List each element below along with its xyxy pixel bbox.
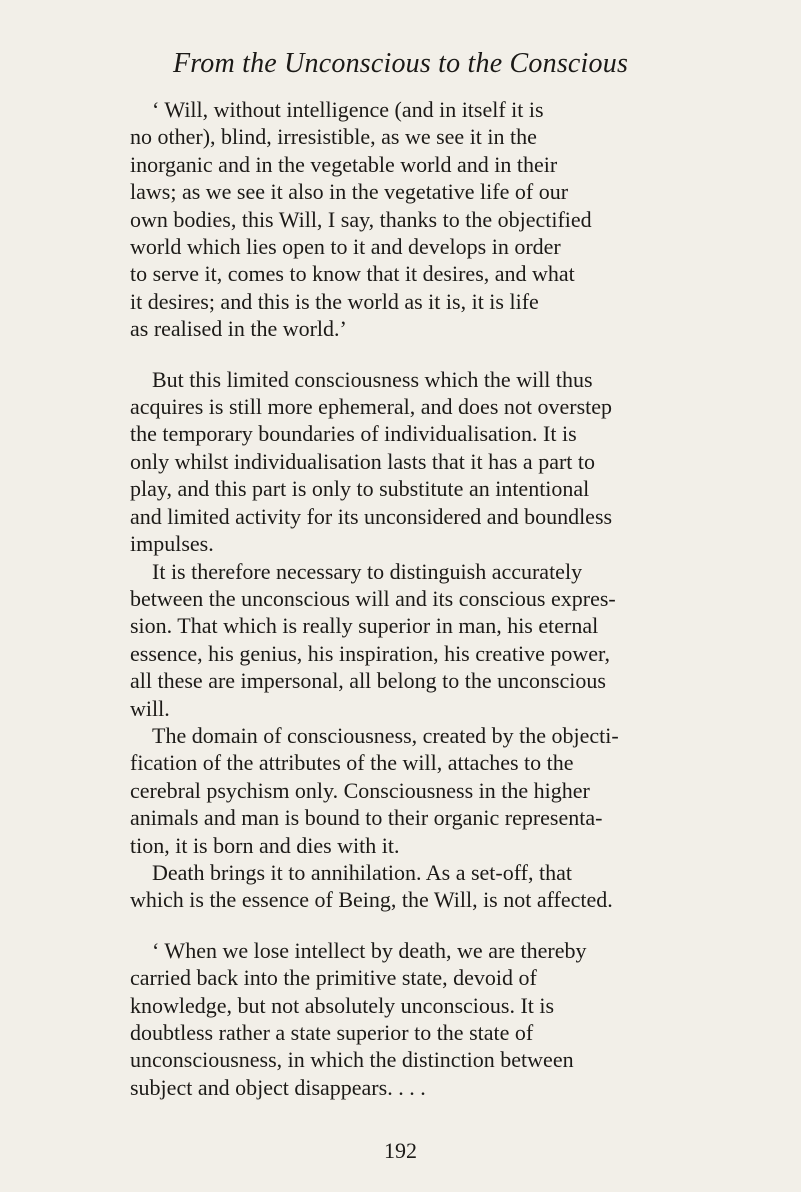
text-line: will. — [130, 695, 170, 721]
quotation-2 — [130, 937, 645, 1101]
text-line: and limited activity for its unconsidered and boundless — [130, 503, 613, 529]
text-line: it desires; and this is the world as it is, it is life — [130, 288, 539, 314]
text-line: laws; as we see it also in the vegetative life of our — [130, 179, 569, 205]
text-line: the temporary boundaries of individualisation. It is — [130, 421, 577, 447]
text-line: to serve it, comes to know that it desires, and what — [130, 261, 575, 287]
text-line: no other), blind, irresistible, as we see it in the — [130, 124, 537, 150]
paragraph-gap — [130, 343, 645, 366]
text-line: ‘ When we lose intellect by death, we are thereby — [152, 937, 587, 963]
text-line: But this limited consciousness which the will thus — [152, 366, 593, 392]
text-line: essence, his genius, his inspiration, his creative power, — [130, 640, 610, 666]
text-line: subject and object disappears. . . . — [130, 1074, 426, 1100]
text-line: own bodies, this Will, I say, thanks to the objectified — [130, 206, 592, 232]
text-line: inorganic and in the vegetable world and in their — [130, 151, 558, 177]
text-line: carried back into the primitive state, devoid of — [130, 965, 537, 991]
text-line: ‘ Will, without intelligence (and in itself it is — [152, 97, 544, 122]
text-line: The domain of consciousness, created by the objecti- — [152, 722, 619, 748]
text-line: knowledge, but not absolutely unconscious. It is — [130, 992, 555, 1018]
text-line: which is the essence of Being, the Will, is not affected. — [130, 887, 613, 913]
text-line: between the unconscious will and its conscious expres- — [130, 585, 616, 611]
text-line: acquires is still more ephemeral, and does not overstep — [130, 394, 613, 420]
text-line: fication of the attributes of the will, attaches to the — [130, 750, 574, 776]
page-number: 192 — [384, 1138, 417, 1163]
text-line: animals and man is bound to their organic representa- — [130, 805, 603, 831]
text-block — [130, 96, 645, 1101]
text-line: sion. That which is really superior in man, his eternal — [130, 613, 599, 639]
text-line: all these are impersonal, all belong to the unconscious — [130, 668, 606, 694]
text-line: It is therefore necessary to distinguish accurately — [152, 558, 583, 584]
running-head: From the Unconscious to the Conscious — [172, 48, 629, 79]
text-line: impulses. — [130, 531, 214, 557]
text-line: Death brings it to annihilation. As a set-off, that — [152, 859, 572, 885]
text-line: unconsciousness, in which the distinction between — [130, 1047, 574, 1073]
text-line: doubtless rather a state superior to the state of — [130, 1020, 534, 1045]
text-line: play, and this part is only to substitute an intentional — [130, 476, 590, 502]
text-line: tion, it is born and dies with it. — [130, 832, 400, 858]
text-line: world which lies open to it and develops in order — [130, 234, 561, 260]
body-text — [130, 366, 645, 914]
text-line: cerebral psychism only. Consciousness in the higher — [130, 777, 590, 803]
text-line: only whilst individualisation lasts that it has a part to — [130, 448, 596, 474]
quotation-1 — [130, 96, 645, 343]
text-line: as realised in the world.’ — [130, 316, 347, 342]
paragraph-gap — [130, 914, 645, 937]
